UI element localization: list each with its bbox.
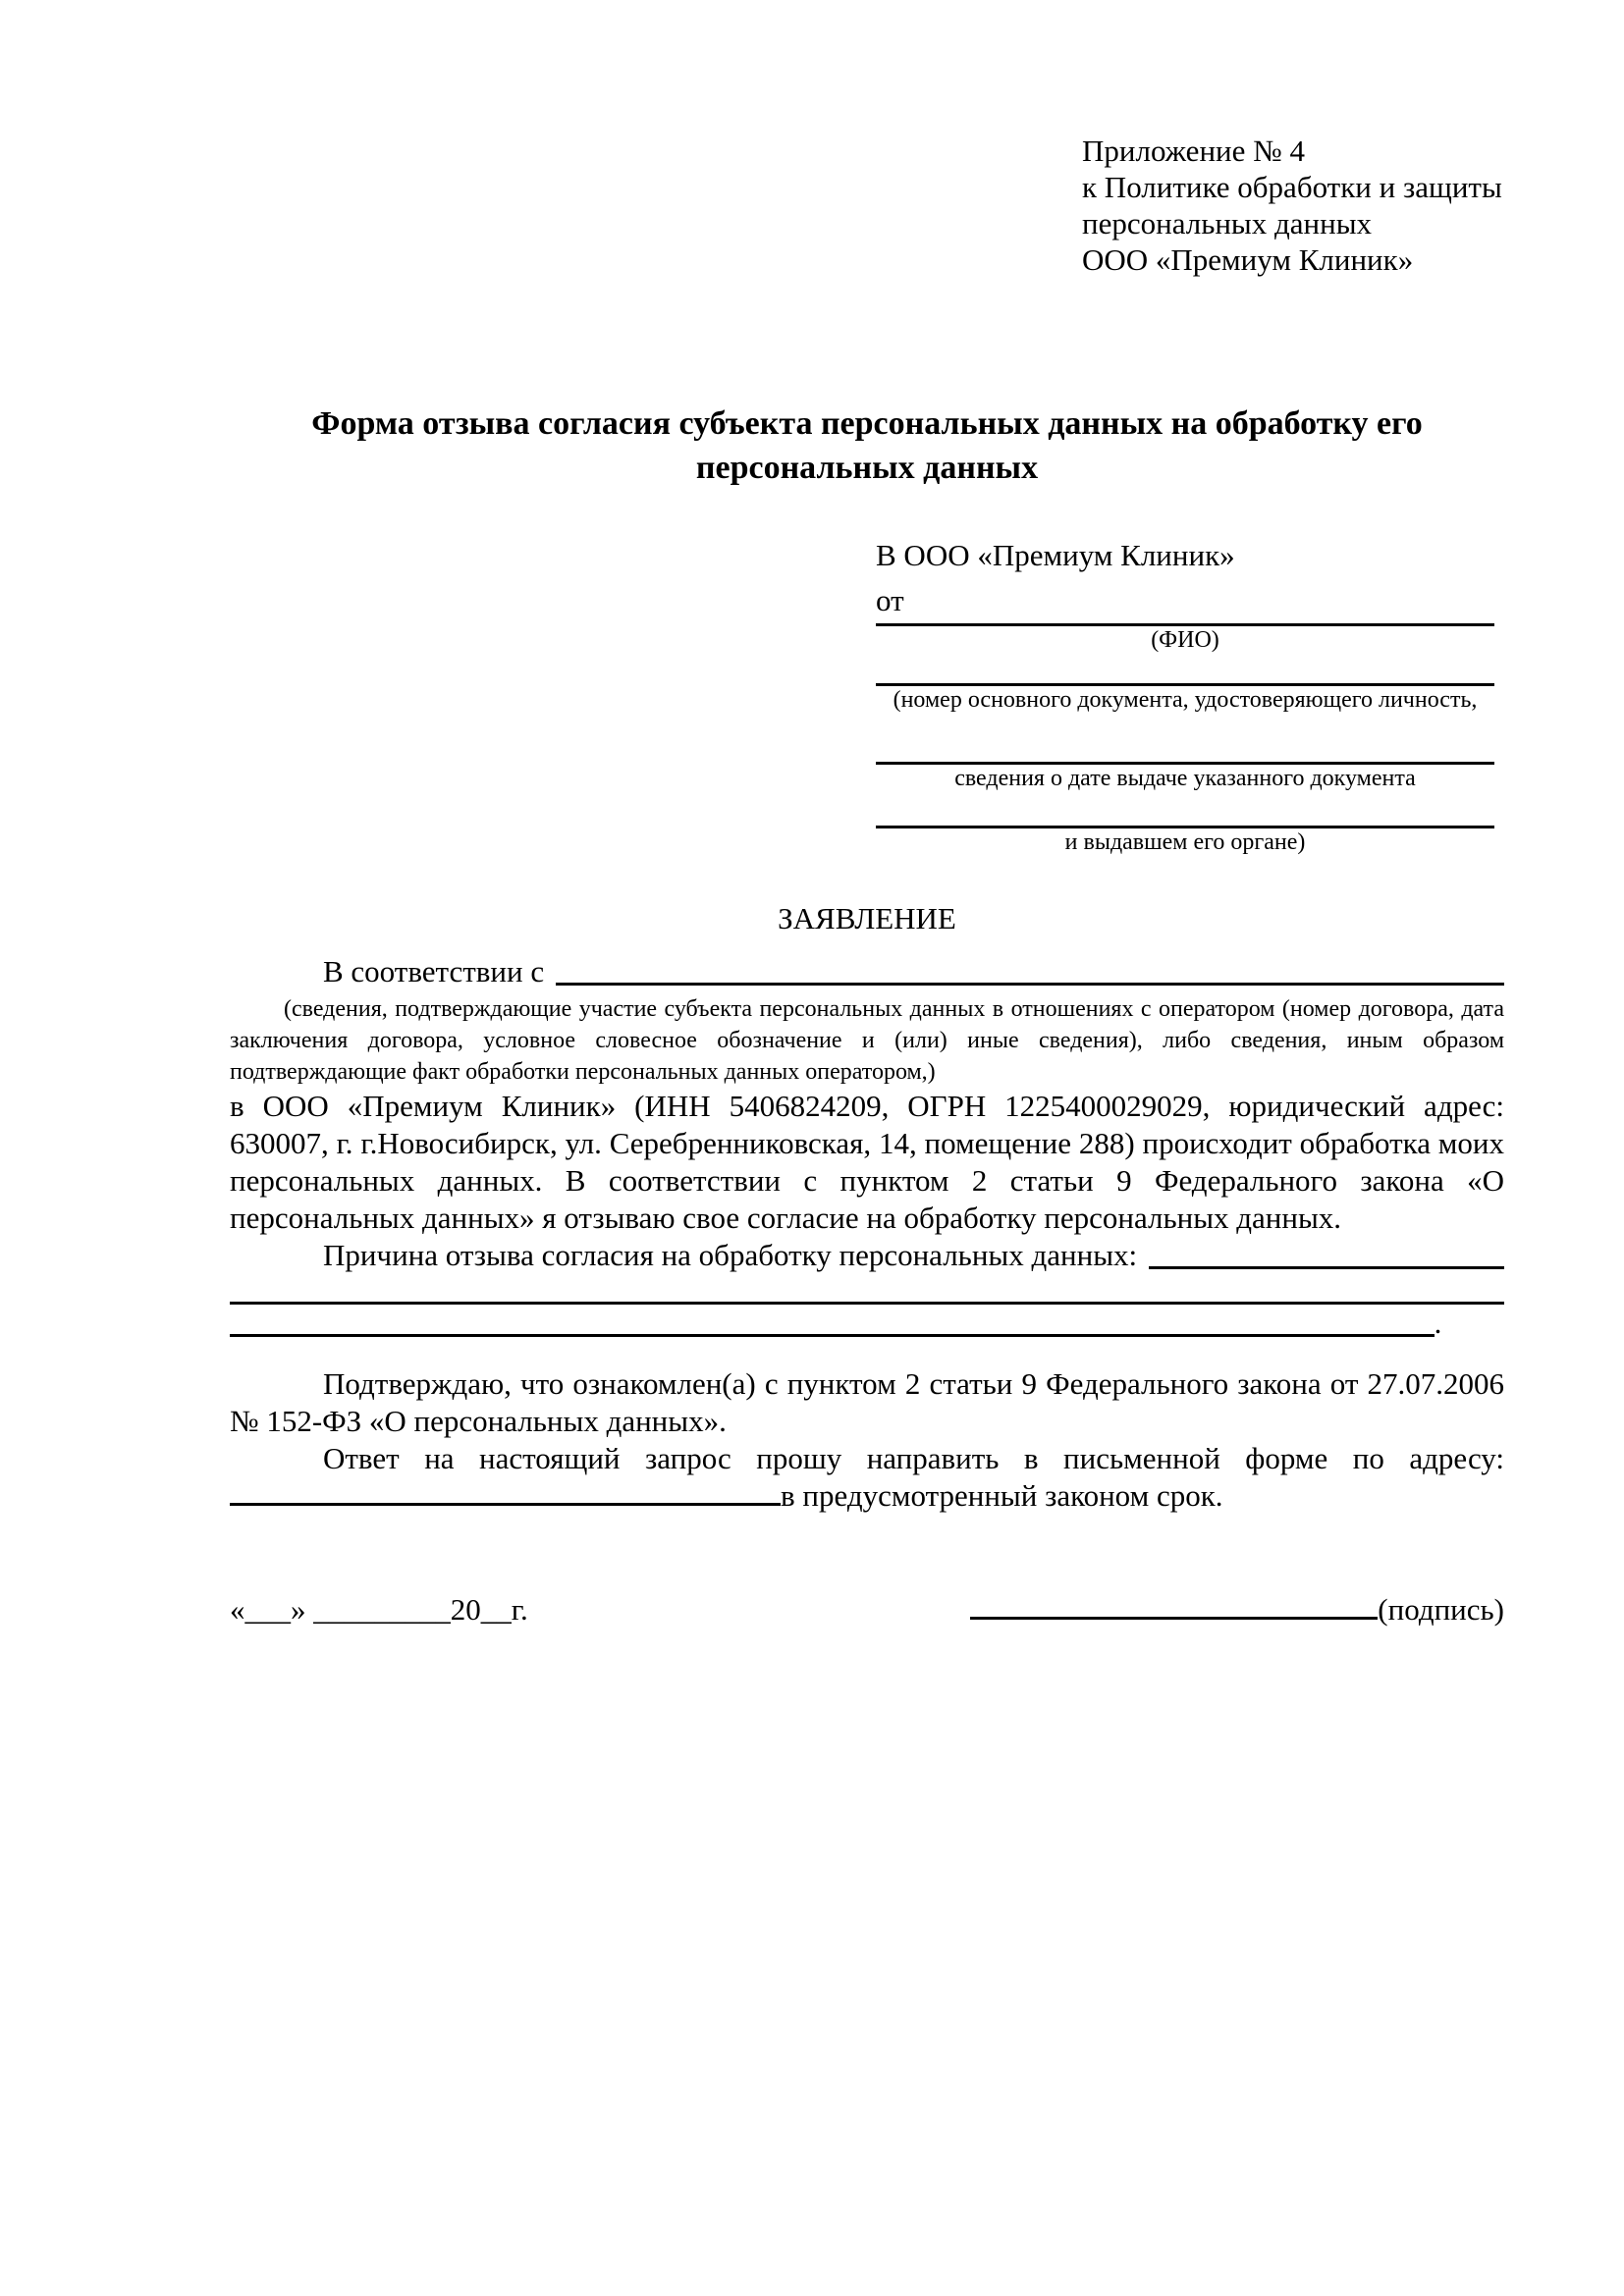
- confirmation-paragraph: Подтверждаю, что ознакомлен(а) с пунктом 2 статьи 9 Федерального закона от 27.07.2006 № 152-ФЗ «О персональных данных».: [230, 1366, 1504, 1438]
- addressee-block: [876, 533, 1494, 857]
- reason-line: [230, 1237, 1504, 1274]
- intro-prefix-text: В соответствии с: [323, 954, 545, 988]
- intro-line: [230, 953, 1504, 990]
- statement-heading: ЗАЯВЛЕНИЕ: [778, 901, 956, 935]
- id-doc-fill-line-2: [876, 762, 1494, 793]
- id-doc-fill-line-3: [876, 826, 1494, 857]
- appendix-header-line: ООО «Премиум Клиник»: [1082, 242, 1414, 277]
- reply-address-line: [230, 1477, 1504, 1515]
- addressee-to: В ООО «Премиум Клиник»: [876, 538, 1235, 572]
- blank-fill-line-2-rule: [230, 1305, 1435, 1337]
- id-doc-fill-line-1: [876, 683, 1494, 715]
- signature-area: [970, 1591, 1504, 1629]
- line-end-period: .: [1434, 1306, 1442, 1340]
- date-blank-text: «___» _________20__г.: [230, 1592, 528, 1627]
- reply-address-fill-line: [230, 1503, 781, 1506]
- reason-prefix-text: Причина отзыва согласия на обработку персональных данных:: [323, 1238, 1138, 1272]
- footnote-text: (сведения, подтверждающие участие субъекта персональных данных в отношениях с оператором (номер договора, дата заключения договора, условное словесное обозначение и (или) иные сведения), либо сведения, иным образом подтверждающие факт обработки персональных данных оператором,): [230, 996, 1504, 1085]
- signature-row: [230, 1591, 1504, 1629]
- blank-fill-line-2: [230, 1305, 1504, 1342]
- id-doc-caption-3: и выдавшем его органе): [1064, 829, 1306, 855]
- signature-fill-line: [970, 1617, 1378, 1620]
- id-doc-caption-1: (номер основного документа, удостоверяющего личность,: [893, 687, 1478, 713]
- appendix-header-line: персональных данных: [1082, 206, 1373, 240]
- reply-suffix-text: в предусмотренный законом срок.: [781, 1478, 1223, 1513]
- signature-caption: (подпись): [1378, 1592, 1504, 1627]
- appendix-header-line: к Политике обработки и защиты: [1082, 170, 1502, 204]
- fio-caption: (ФИО): [1151, 627, 1219, 653]
- body-paragraph: в ООО «Премиум Клиник» (ИНН 5406824209, ОГРН 1225400029029, юридический адрес: 630007, г. г.Новосибирск, ул. Серебренниковская, 14, помещение 288) происходит обработка моих персональных данных. В соответствии с пунктом 2 статьи 9 Федерального закона «О персональных данных» я отзываю свое согласие на обработку персональных данных.: [230, 1089, 1504, 1235]
- fio-fill-line: [876, 623, 1494, 655]
- appendix-header: [1082, 133, 1504, 278]
- id-doc-caption-2: сведения о дате выдаче указанного документа: [954, 766, 1416, 791]
- intro-fill-line: [556, 953, 1504, 986]
- form-title: Форма отзыва согласия субъекта персональных данных на обработку его персональных данных: [311, 405, 1423, 486]
- addressee-from-label: от: [876, 583, 904, 617]
- appendix-header-line: Приложение № 4: [1082, 133, 1305, 168]
- reason-fill-line: [1149, 1237, 1504, 1269]
- reply-paragraph-line: Ответ на настоящий запрос прошу направить в письменной форме по адресу:: [323, 1441, 1504, 1475]
